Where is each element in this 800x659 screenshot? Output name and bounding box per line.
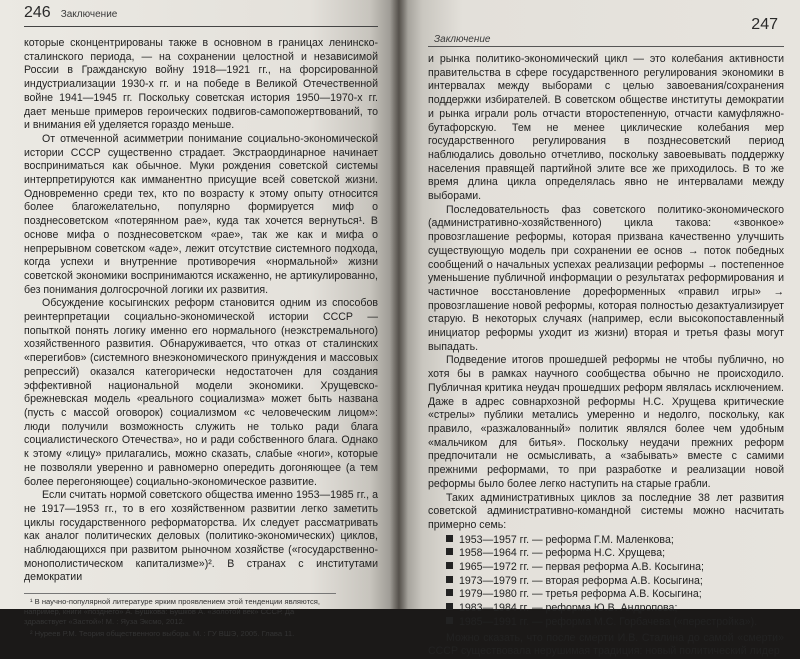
left-page-header <box>24 4 378 27</box>
left-page-number: 246 <box>24 4 51 21</box>
list-item <box>446 588 784 602</box>
square-bullet-icon <box>446 562 453 569</box>
square-bullet-icon <box>446 576 453 583</box>
right-page-header <box>428 0 784 47</box>
list-item-text: 1979—1980 гг. — третья реформа А.В. Косыгина; <box>459 588 702 601</box>
list-item-text: 1953—1957 гг. — реформа Г.М. Маленкова; <box>459 533 674 546</box>
list-item <box>446 561 784 575</box>
list-item <box>446 547 784 561</box>
square-bullet-icon <box>446 589 453 596</box>
right-paragraph: и рынка политико-экономический цикл — это колебания активности правительства в сфере государственного регулирования экономики в интервалах между выборами с целью завоевания/сохранения поддержки избирателей. В советском обществе институты демократии и рынка играли роль отчасти второстепенную, отчасти камуфляжно-бутафорскую. Тем не менее циклические колебания мер государственного регулирования в позднесоветский период наблюдались довольно отчетливо, поскольку завоевывать поддержку населения правящей партийной элите все же приходилось. В то же время длина цикла определялась явно не интервалами между выборами. <box>428 53 784 203</box>
left-paragraph: Если считать нормой советского общества именно 1953—1985 гг., а не 1917—1953 гг., то в его хозяйственном развитии легко заметить циклы государственного реформаторства. Их следует рассматривать как аналог политических деловых (политико-экономических) циклов, наблюдающихся при развитом рыночном хозяйстве («государственно-монополистическом капитализме»)². В странах с институтами демократии <box>24 489 378 584</box>
list-item <box>446 534 784 548</box>
list-item-text: 1958—1964 гг. — реформа Н.С. Хрущева; <box>459 547 666 560</box>
left-page <box>0 0 398 639</box>
left-footnotes <box>24 593 336 639</box>
square-bullet-icon <box>446 535 453 542</box>
list-item <box>446 616 784 630</box>
right-running-head: Заключение <box>434 34 491 45</box>
right-page <box>398 0 800 658</box>
list-item-text: 1985—1991 гг. — реформа М.С. Горбачева («перестройка»). <box>459 615 758 628</box>
left-paragraph: которые сконцентрированы также в основном в границах ленинско-сталинского периода, — на сохранении целостной и независимой России в Гражданскую войну 1918—1921 гг., на форсированной индустриализации 1930-х гг. и на победе в Великой Отечественной войне 1941—1945 гг. Поскольку советская история 1950—1970-х гг. дает меньше примеров героических подвигов-самопожертвований, то и внимания ей уделяется гораздо меньше. <box>24 37 378 132</box>
left-running-head: Заключение <box>60 9 118 20</box>
list-item <box>446 602 784 616</box>
square-bullet-icon <box>446 617 453 624</box>
left-paragraph: Обсуждение косыгинских реформ становится одним из способов реинтерпретации социально-экономической истории СССР — попыткой понять логику именно его нормального (неэкстремального) хозяйственного развития. Обнаруживается, что отказ от сталинских «перегибов» (системного внеэкономического принуждения и массовых репрессий) оказался категорически недостаточен для создания эффективной национальной модели экономики. Хрущевско-брежневская модель «реального социализма» может быть названа (пусть с массой оговорок) социализмом «с человеческим лицом»: люди получили возможность служить не только ради блага социалистического Отечества», но и ради собственного блага. Однако к этому «лицу» прилагались, можно сказать, слабые «ноги», которые не позволяли уверенно и равномерно опередить догоняющее (а тем более перегоняющее) социально-экономическое развитие. <box>24 297 378 488</box>
square-bullet-icon <box>446 548 453 555</box>
right-paragraph: Последовательность фаз советского политико-экономического (административно-хозяйственного) цикла такова: «звонкое» провозглашение реформы, которая призвана качественно улучшить существующую модель при сохранении ее основ → поток победных сообщений о начальных успехах реализации реформы → постепенное уменьшение публичной информации о результатах реформирования и частичное восстановление дореформенных «правил игры» → провозглашение новой реформы, которая полностью дезактуализирует старую. В некоторых случаях (например, если высокопоставленный инициатор реформы уходит из жизни) вторая и третья фазы могут выпадать. <box>428 203 784 353</box>
list-item-text: 1983—1984 гг. — реформа Ю.В. Андропова; <box>459 602 678 615</box>
list-item-text: 1965—1972 гг. — первая реформа А.В. Косыгина; <box>459 561 704 574</box>
list-item <box>446 575 784 589</box>
right-paragraph: Можно сказать, что после смерти И.В. Сталина до самой «смерти» СССР существовала нерушимая традиция: новый политический лидер <box>428 631 784 658</box>
square-bullet-icon <box>446 603 453 610</box>
right-paragraph: Таких административных циклов за последние 38 лет развития советской административно-командной системы можно насчитать примерно семь: <box>428 491 784 531</box>
list-item-text: 1973—1979 гг. — вторая реформа А.В. Косыгина; <box>459 574 703 587</box>
left-body-text <box>24 37 378 585</box>
right-page-number: 247 <box>751 16 778 33</box>
right-paragraph: Подведение итогов прошедшей реформы не чтобы публично, но хотя бы в рамках научного сообщества обычно не происходило. Публичная критика неудач прошедших реформ являлась исключением. Даже в адрес совнархозной реформы Н.С. Хрущева критические «стрелы» публики метались умеренно и недолго, поскольку, как правило, «разжалованный» политик являлся более чем удобным «мальчиком для битья». Поскольку неудачи прежних реформ предпочитали не осмысливать, а «забывать» вместе с самими прежними реформами, то при разработке и реализации новой реформы было более легко наступить на старые грабли. <box>428 354 784 490</box>
reform-cycles-list <box>428 534 784 630</box>
left-paragraph: От отмеченной асимметрии понимание социально-экономической истории СССР существенно страдает. Экстраординарное начинает восприниматься как обычное. Муки рождения советской системы интерпретируются как имманентно присущие всей советской жизни. Одновременно среди тех, кто по возрасту к этому опыту относится более благожелательно, популярно формируется миф о позднесоветском «потерянном рае», куда так хочется вернуться¹. В основе мифа о позднесоветском «рае», так же как и мифа о непрерывном советском «аде», лежит отсутствие системного подхода, когда успехи и внутренние противоречия «нормальной» жизни советской экономики воспринимаются искаженно, не артикулированно, без понимания долгосрочной логики их развития. <box>24 132 378 296</box>
right-body-text <box>428 53 784 659</box>
footnote: ¹ В научно-популярной литературе ярким проявлением этой тенденции являются, например, книги «позднего» А. Бушкова: Бушков А. «Золотой век» СССР. Да здравствует «Застой»! М. : Яуза Эксмо, 2012. <box>24 597 320 627</box>
footnote: ² Нуреев Р.М. Теория общественного выбора. М. : ГУ ВШЭ, 2005. Глава 11. <box>30 629 295 639</box>
